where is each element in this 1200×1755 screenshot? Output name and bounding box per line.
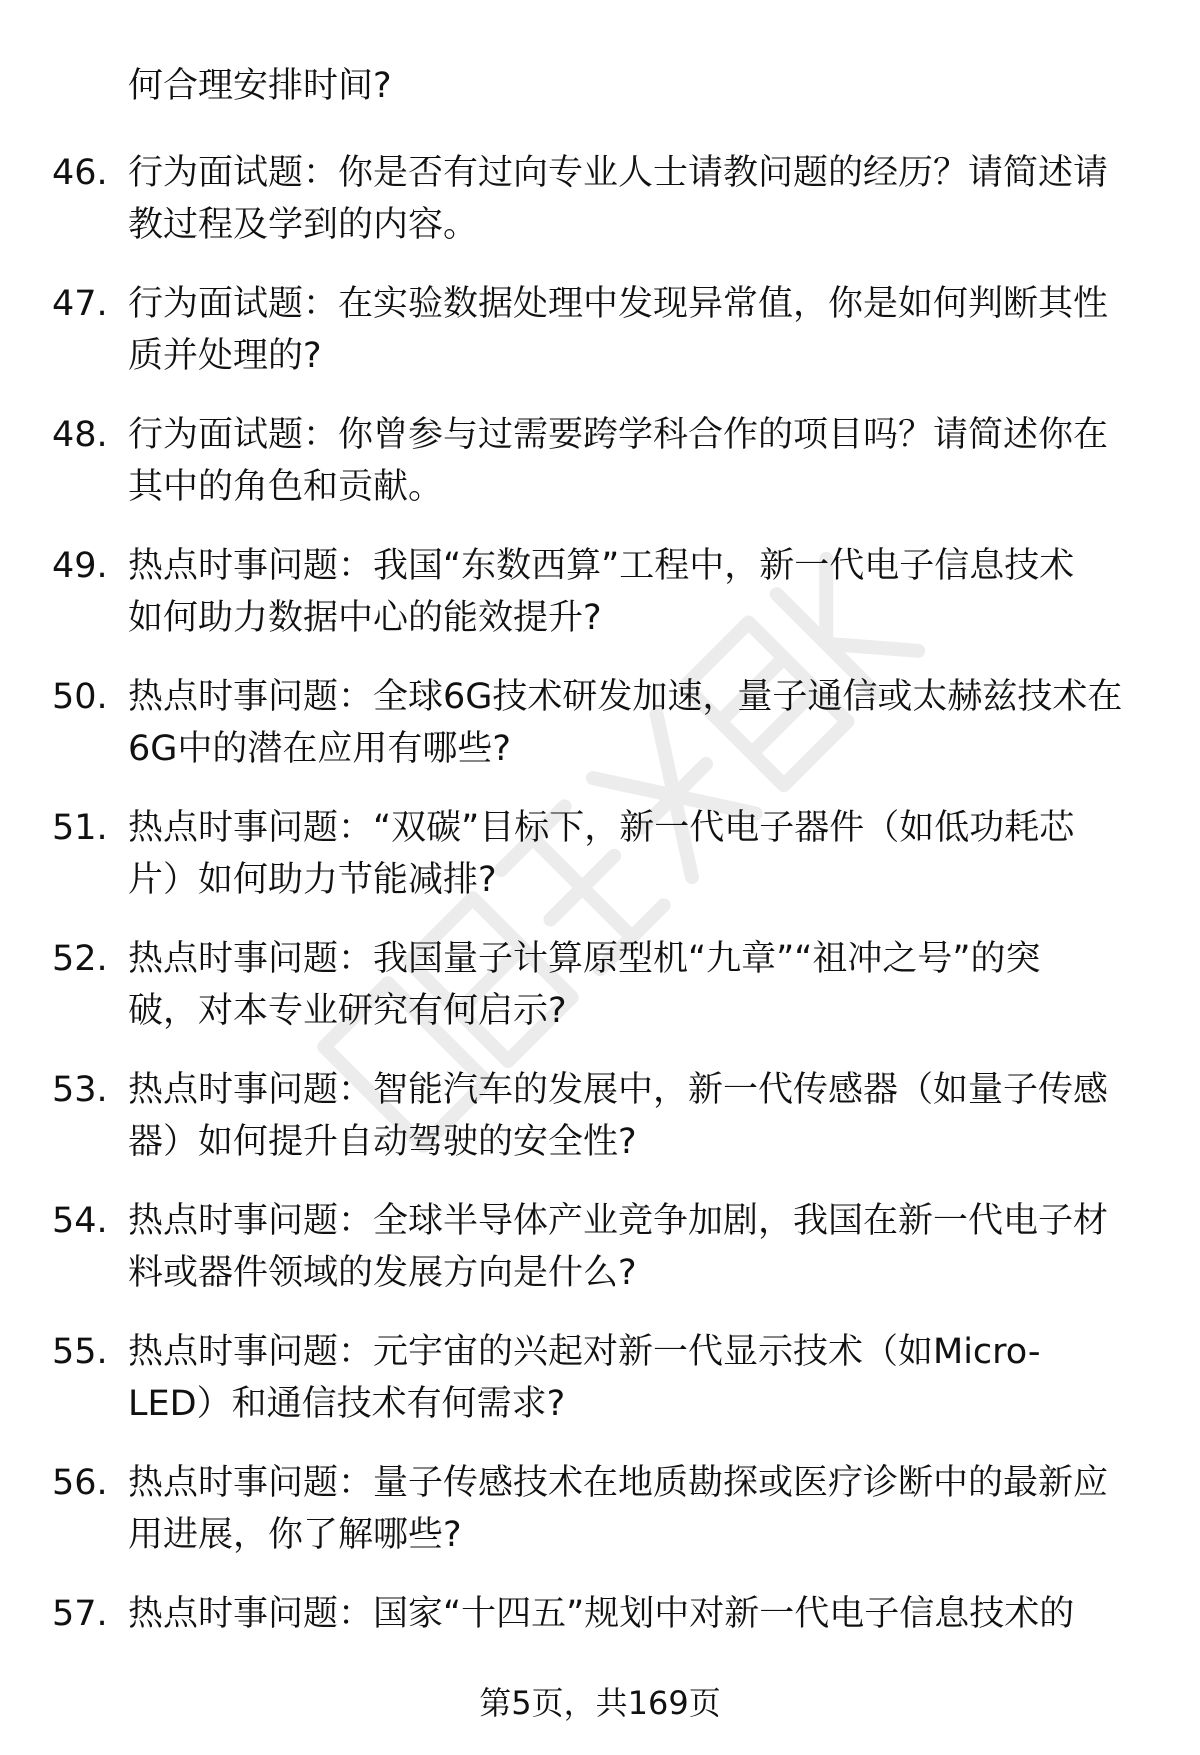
- continued-question-text: 何合理安排时间?: [128, 66, 392, 106]
- question-number: 50.: [52, 677, 108, 717]
- question-list: [0, 147, 1200, 1719]
- list-item: [0, 802, 1200, 933]
- list-item: [0, 1326, 1200, 1457]
- question-line: 器）如何提升自动驾驶的安全性?: [128, 1122, 637, 1162]
- list-item: [0, 1064, 1200, 1195]
- list-item: [0, 147, 1200, 278]
- question-line: 热点时事问题：量子传感技术在地质勘探或医疗诊断中的最新应: [128, 1463, 1109, 1503]
- question-line: 热点时事问题：智能汽车的发展中，新一代传感器（如量子传感: [128, 1070, 1109, 1110]
- question-number: 49.: [52, 546, 108, 586]
- list-item: [0, 409, 1200, 540]
- list-item: [0, 933, 1200, 1064]
- question-text: [128, 933, 1158, 1037]
- list-item: [0, 1195, 1200, 1326]
- question-text: [128, 1195, 1158, 1299]
- question-number: 55.: [52, 1332, 108, 1372]
- question-text: [128, 1457, 1158, 1561]
- question-line: 热点时事问题：国家“十四五”规划中对新一代电子信息技术的: [128, 1594, 1075, 1634]
- question-line: 6G中的潜在应用有哪些?: [128, 729, 511, 769]
- question-line: 行为面试题：你曾参与过需要跨学科合作的项目吗？请简述你在: [128, 415, 1109, 455]
- question-text: [128, 671, 1158, 775]
- question-number: 57.: [52, 1594, 108, 1634]
- question-number: 46.: [52, 153, 108, 193]
- question-line: 热点时事问题：全球6G技术研发加速，量子通信或太赫兹技术在: [128, 677, 1123, 717]
- question-line: 破，对本专业研究有何启示?: [128, 991, 567, 1031]
- question-line: 教过程及学到的内容。: [128, 205, 479, 245]
- question-line: 热点时事问题：元宇宙的兴起对新一代显示技术（如Micro-: [128, 1332, 1041, 1372]
- question-number: 52.: [52, 939, 108, 979]
- question-line: 热点时事问题：我国量子计算原型机“九章”“祖冲之号”的突: [128, 939, 1041, 979]
- question-text: [128, 278, 1158, 382]
- list-item: [0, 278, 1200, 409]
- question-line: 热点时事问题：“双碳”目标下，新一代电子器件（如低功耗芯: [128, 808, 1075, 848]
- question-number: 51.: [52, 808, 108, 848]
- question-text: [128, 409, 1158, 513]
- question-line: 料或器件领域的发展方向是什么?: [128, 1253, 637, 1293]
- question-text: [128, 540, 1158, 644]
- question-text: [128, 147, 1158, 251]
- question-number: 47.: [52, 284, 108, 324]
- question-line: 行为面试题：在实验数据处理中发现异常值，你是如何判断其性: [128, 284, 1109, 324]
- question-line: 热点时事问题：我国“东数西算”工程中，新一代电子信息技术: [128, 546, 1075, 586]
- question-line: 热点时事问题：全球半导体产业竞争加剧，我国在新一代电子材: [128, 1201, 1109, 1241]
- question-number: 56.: [52, 1463, 108, 1503]
- question-line: 片）如何助力节能减排?: [128, 860, 497, 900]
- question-number: 48.: [52, 415, 108, 455]
- question-text: [128, 802, 1158, 906]
- list-item: [0, 540, 1200, 671]
- question-text: [128, 1326, 1158, 1430]
- question-line: 质并处理的?: [128, 336, 322, 376]
- question-line: 其中的角色和贡献。: [128, 467, 444, 507]
- page-footer: 第5页，共169页: [479, 1684, 721, 1722]
- question-line: 用进展，你了解哪些?: [128, 1515, 462, 1555]
- question-text: [128, 1064, 1158, 1168]
- question-number: 54.: [52, 1201, 108, 1241]
- question-text: [128, 1588, 1158, 1640]
- question-line: 行为面试题：你是否有过向专业人士请教问题的经历？请简述请: [128, 153, 1109, 193]
- question-line: 如何助力数据中心的能效提升?: [128, 598, 602, 638]
- question-number: 53.: [52, 1070, 108, 1110]
- list-item: [0, 671, 1200, 802]
- question-line: LED）和通信技术有何需求?: [128, 1384, 566, 1424]
- list-item: [0, 1457, 1200, 1588]
